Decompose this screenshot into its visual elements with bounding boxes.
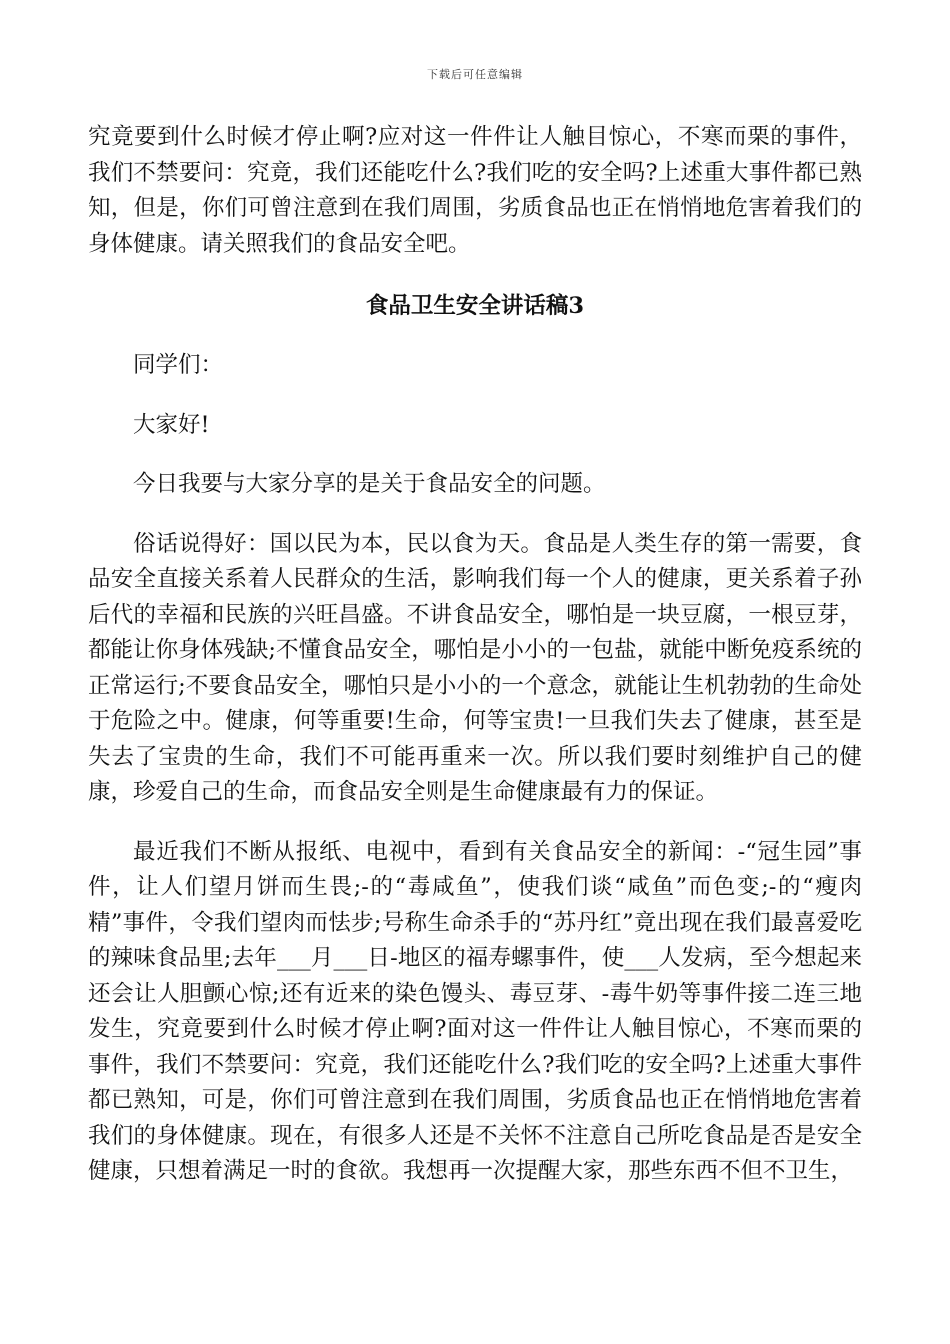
paragraph-food-incidents: 最近我们不断从报纸、电视中，看到有关食品安全的新闻：-“冠生园”事件，让人们望月饼而生畏;-的“毒咸鱼”，使我们谈“咸鱼”而色变;-的“瘦肉精”事件，令我们望肉而怯步;号称生命杀手的“苏丹红”竟出现在我们最喜爱吃的辣味食品里;去年___月___日-地区的福寿螺事件，使___人发病，至今想起来还会让人胆颤心惊;还有近来的染色馒头、毒豆芽、-毒牛奶等事件接二连三地发生，究竟要到什么时候才停止啊?面对这一件件让人触目惊心，不寒而栗的事件，我们不禁要问：究竟，我们还能吃什么?我们吃的安全吗?上述重大事件都已熟知，可是，你们可曾注意到在我们周围，劣质食品也正在悄悄地危害着我们的身体健康。现在，有很多人还是不关怀不注意自己所吃食品是否是安全健康，只想着满足一时的食欲。我想再一次提醒大家，那些东西不但不卫生，: [88, 838, 862, 1184]
paragraph-continued: 究竟要到什么时候才停止啊?应对这一件件让人触目惊心，不寒而栗的事件，我们不禁要问：究竟，我们还能吃什么?我们吃的安全吗?上述重大事件都已熟知，但是，你们可曾注意到在我们周围，劣质食品也正在悄悄地危害着我们的身体健康。请关照我们的食品安全吧。: [88, 124, 862, 257]
paragraph-food-importance: 俗话说得好：国以民为本，民以食为天。食品是人类生存的第一需要，食品安全直接关系着人民群众的生活，影响我们每一个人的健康，更关系着子孙后代的幸福和民族的兴旺昌盛。不讲食品安全，哪怕是一块豆腐，一根豆芽，都能让你身体残缺;不懂食品安全，哪怕是小小的一包盐，就能中断免疫系统的正常运行;不要食品安全，哪怕只是小小的一个意念，就能让生机勃勃的生命处于危险之中。健康，何等重要!生命，何等宝贵!一旦我们失去了健康，甚至是失去了宝贵的生命，我们不可能再重来一次。所以我们要时刻维护自己的健康，珍爱自己的生命，而食品安全则是生命健康最有力的保证。: [88, 530, 862, 805]
page-header: 下载后可任意编辑: [427, 68, 523, 81]
document-body: [88, 120, 862, 1190]
greeting: 同学们：: [133, 352, 224, 378]
hello-line: 大家好!: [133, 411, 210, 438]
intro-paragraph: 今日我要与大家分享的是关于食品安全的问题。: [133, 471, 606, 497]
section-title: 食品卫生安全讲话稿3: [365, 293, 585, 319]
